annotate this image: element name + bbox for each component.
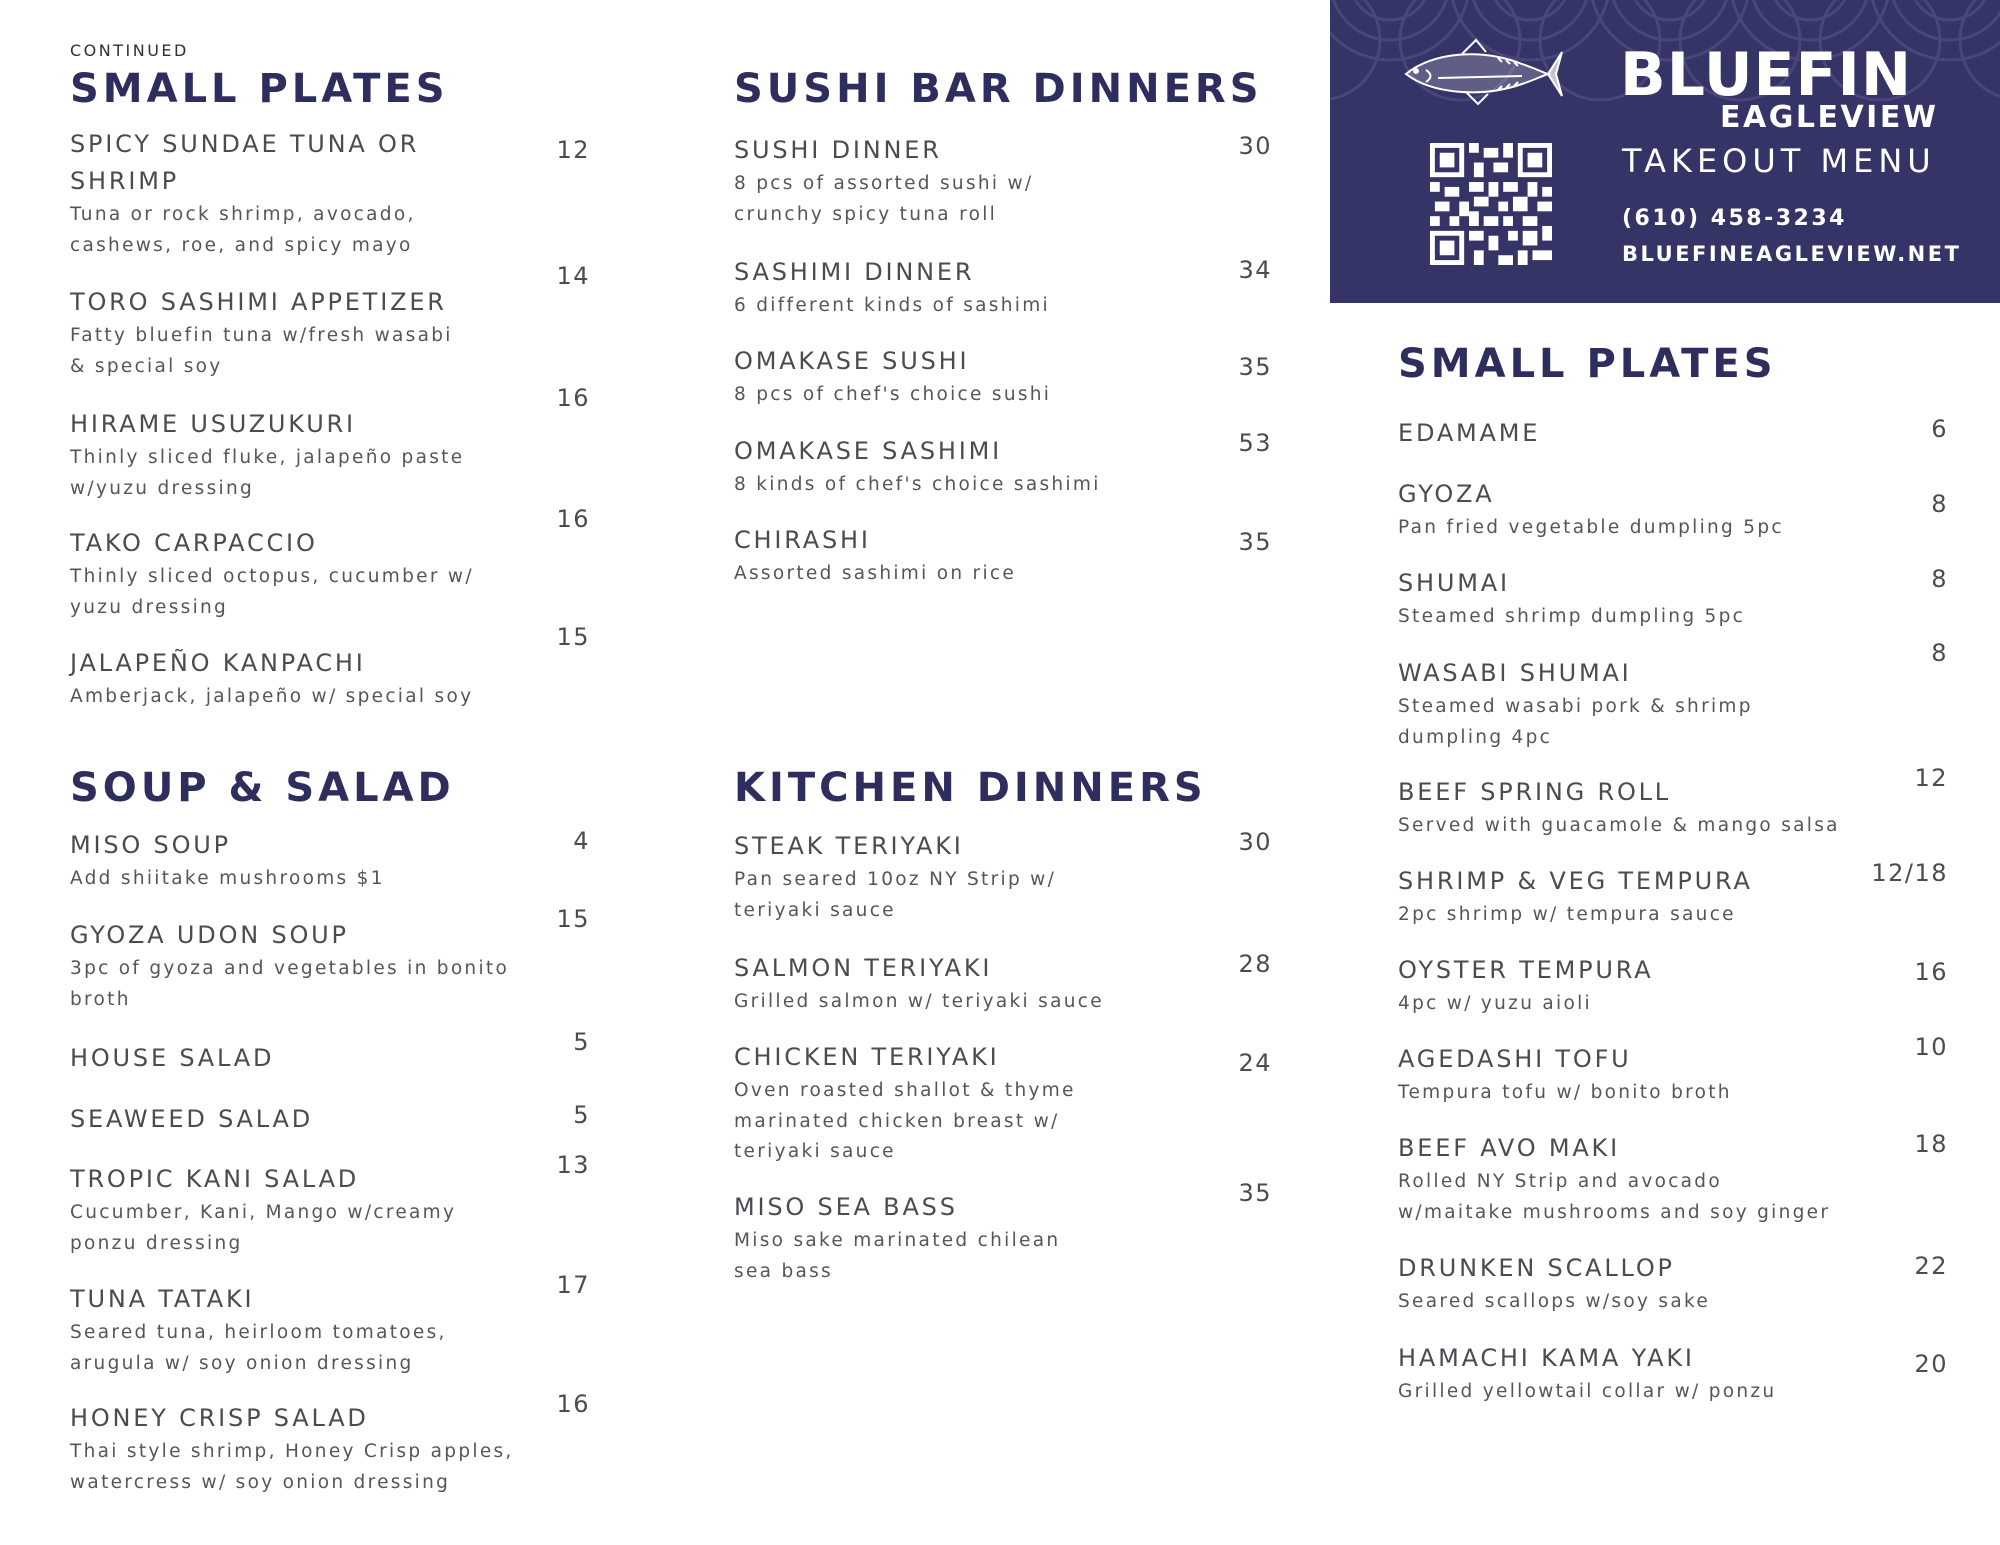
item-desc: Miso sake marinated chilean [734,1230,1061,1251]
qr-code-icon [1430,143,1552,265]
item-desc: Seared scallops w/soy sake [1398,1291,1711,1312]
item-name: HAMACHI KAMA YAKI [1398,1344,1695,1372]
item-desc: arugula w/ soy onion dressing [70,1352,414,1374]
item-desc: yuzu dressing [70,596,229,618]
item-desc: Rolled NY Strip and avocado [1398,1171,1722,1192]
item-price: 12/18 [1871,859,1948,887]
menu-item [734,828,1272,926]
item-desc: Grilled yellowtail collar w/ ponzu [1398,1381,1777,1402]
item-desc: Thinly sliced octopus, cucumber w/ [70,566,474,587]
item-desc: Thinly sliced fluke, jalapeño paste [70,447,465,468]
item-name: SHRIMP & VEG TEMPURA [1398,867,1753,895]
item-name: EDAMAME [1398,419,1541,447]
item-name: TROPIC KANI SALAD [70,1165,360,1193]
item-price: 24 [1238,1049,1272,1077]
item-name: SUSHI DINNER [734,136,942,164]
item-price: 18 [1914,1130,1948,1158]
item-price: 35 [1238,1179,1272,1207]
menu-item [70,623,590,713]
menu-item [734,254,1272,322]
item-desc: teriyaki sauce [734,899,896,921]
item-desc: cashews, roe, and spicy mayo [70,234,413,256]
bluefin-tuna-icon [1402,38,1564,106]
item-name: DRUNKEN SCALLOP [1398,1254,1675,1282]
item-desc: 8 kinds of chef's choice sashimi [734,474,1101,495]
item-desc: Tuna or rock shrimp, avocado, [70,204,416,225]
menu-item [1398,639,1948,753]
item-price: 17 [556,1271,590,1299]
section-title-soup-salad: SOUP & SALAD [70,765,455,811]
item-desc: dumpling 4pc [1398,726,1553,748]
item-price: 35 [1238,353,1272,381]
item-price: 35 [1238,528,1272,556]
item-name: HIRAME USUZUKURI [70,410,356,438]
menu-item [1398,1130,1948,1228]
item-desc: w/yuzu dressing [70,477,255,499]
item-desc: Tempura tofu w/ bonito broth [1398,1082,1732,1103]
item-price: 15 [556,905,590,933]
item-name: SALMON TERIYAKI [734,954,993,982]
menu-item [70,1151,590,1259]
item-price: 4 [573,827,590,855]
item-desc: Amberjack, jalapeño w/ special soy [70,686,474,707]
item-desc: marinated chicken breast w/ [734,1110,1060,1132]
item-desc: Oven roasted shallot & thyme [734,1080,1076,1101]
item-price: 53 [1238,429,1272,457]
item-name: BEEF AVO MAKI [1398,1134,1620,1162]
menu-item [734,522,1272,590]
item-price: 16 [556,1390,590,1418]
item-price: 16 [556,505,590,533]
item-name: SHUMAI [1398,569,1510,597]
item-name: OMAKASE SUSHI [734,347,970,375]
item-name: JALAPEÑO KANPACHI [70,649,366,677]
item-name: TUNA TATAKI [70,1285,255,1313]
item-desc: Steamed wasabi pork & shrimp [1398,696,1753,717]
menu-item [70,905,590,1015]
item-desc: 8 pcs of assorted sushi w/ [734,173,1034,194]
menu-item [70,1271,590,1379]
item-price: 30 [1238,828,1272,856]
brand-header-panel [1330,0,2000,303]
menu-item [734,429,1272,501]
item-desc: Assorted sashimi on rice [734,563,1017,584]
item-price: 10 [1914,1033,1948,1061]
item-price: 20 [1914,1350,1948,1378]
item-price: 14 [556,262,590,290]
item-desc: ponzu dressing [70,1232,243,1254]
section-title-kitchen-dinners: KITCHEN DINNERS [734,765,1207,811]
item-name: TAKO CARPACCIO [70,529,318,557]
item-desc: Steamed shrimp dumpling 5pc [1398,606,1746,627]
item-desc: 3pc of gyoza and vegetables in bonito [70,958,510,979]
item-desc: Grilled salmon w/ teriyaki sauce [734,991,1104,1012]
item-price: 28 [1238,950,1272,978]
item-name: GYOZA [1398,480,1495,508]
item-name: CHICKEN TERIYAKI [734,1043,1000,1071]
section-title-sushi-bar-dinners: SUSHI BAR DINNERS [734,66,1263,112]
menu-item [70,1101,590,1138]
brand-location: EAGLEVIEW [1720,100,1939,135]
item-price: 30 [1238,132,1272,160]
item-desc: 2pc shrimp w/ tempura sauce [1398,904,1736,925]
item-price: 12 [1914,764,1948,792]
item-name: WASABI SHUMAI [1398,659,1632,687]
item-desc: Pan fried vegetable dumpling 5pc [1398,517,1784,538]
item-price: 15 [556,623,590,651]
item-name: TORO SASHIMI APPETIZER [70,288,447,316]
menu-item [1398,476,1948,544]
continued-label: CONTINUED [70,41,189,60]
item-price: 22 [1914,1252,1948,1280]
item-desc: Pan seared 10oz NY Strip w/ [734,869,1057,890]
menu-item [70,126,590,261]
item-name: HOUSE SALAD [70,1044,275,1072]
menu-item [1398,1340,1948,1408]
menu-item [70,384,590,504]
item-price: 5 [573,1101,590,1129]
item-desc: w/maitake mushrooms and soy ginger [1398,1201,1831,1223]
brand-name: BLUEFIN [1620,40,1913,110]
item-desc: Seared tuna, heirloom tomatoes, [70,1322,447,1343]
menu-item [70,1390,590,1498]
menu-item [70,1028,590,1077]
menu-item [1398,952,1948,1020]
menu-item [734,343,1272,411]
item-price: 34 [1238,256,1272,284]
menu-item [1398,764,1948,842]
item-name: STEAK TERIYAKI [734,832,964,860]
item-desc: Cucumber, Kani, Mango w/creamy [70,1202,457,1223]
brand-website-link[interactable]: BLUEFINEAGLEVIEW.NET [1622,242,1962,266]
item-name: GYOZA UDON SOUP [70,921,349,949]
item-price: 16 [556,384,590,412]
menu-item [70,827,590,895]
item-desc: Fatty bluefin tuna w/fresh wasabi [70,325,453,346]
menu-item [1398,859,1948,931]
item-name: MISO SEA BASS [734,1193,958,1221]
menu-item [734,950,1272,1018]
item-name: MISO SOUP [70,831,231,859]
item-name: BEEF SPRING ROLL [1398,778,1671,806]
item-price: 8 [1931,490,1948,518]
item-desc: 4pc w/ yuzu aioli [1398,993,1592,1014]
menu-item [70,505,590,623]
item-price: 8 [1931,639,1948,667]
item-name: OMAKASE SASHIMI [734,437,1003,465]
item-desc: Add shiitake mushrooms $1 [70,868,385,889]
item-name: OYSTER TEMPURA [1398,956,1654,984]
item-desc: sea bass [734,1260,833,1282]
item-desc: Served with guacamole & mango salsa [1398,815,1840,836]
item-desc: 6 different kinds of sashimi [734,295,1050,316]
brand-phone[interactable]: (610) 458-3234 [1622,206,1847,231]
item-desc: teriyaki sauce [734,1141,896,1162]
section-title-small-plates-continued: SMALL PLATES [70,66,449,112]
item-price: 8 [1931,565,1948,593]
menu-item [734,132,1272,230]
menu-item [1398,415,1948,452]
item-desc: 8 pcs of chef's choice sushi [734,384,1052,405]
item-price: 5 [573,1028,590,1056]
item-price: 16 [1914,958,1948,986]
brand-tagline: TAKEOUT MENU [1622,142,1936,180]
item-name: SASHIMI DINNER [734,258,975,286]
item-name: SEAWEED SALAD [70,1105,313,1133]
section-title-small-plates: SMALL PLATES [1398,341,1777,387]
item-price: 6 [1931,415,1948,443]
item-desc: watercress w/ soy onion dressing [70,1471,451,1493]
item-desc: & special soy [70,355,223,377]
menu-item [1398,1250,1948,1318]
item-name: SPICY SUNDAE TUNA OR SHRIMP [70,130,420,195]
item-desc: crunchy spicy tuna roll [734,203,998,225]
item-desc: broth [70,988,131,1010]
item-name: AGEDASHI TOFU [1398,1045,1632,1073]
item-desc: Thai style shrimp, Honey Crisp apples, [70,1441,514,1462]
item-price: 13 [556,1151,590,1179]
item-name: HONEY CRISP SALAD [70,1404,369,1432]
item-price: 12 [556,136,590,164]
menu-item [70,262,590,382]
menu-item [734,1179,1272,1287]
menu-item [1398,565,1948,633]
item-name: CHIRASHI [734,526,871,554]
menu-item [1398,1033,1948,1109]
menu-item [734,1039,1272,1168]
